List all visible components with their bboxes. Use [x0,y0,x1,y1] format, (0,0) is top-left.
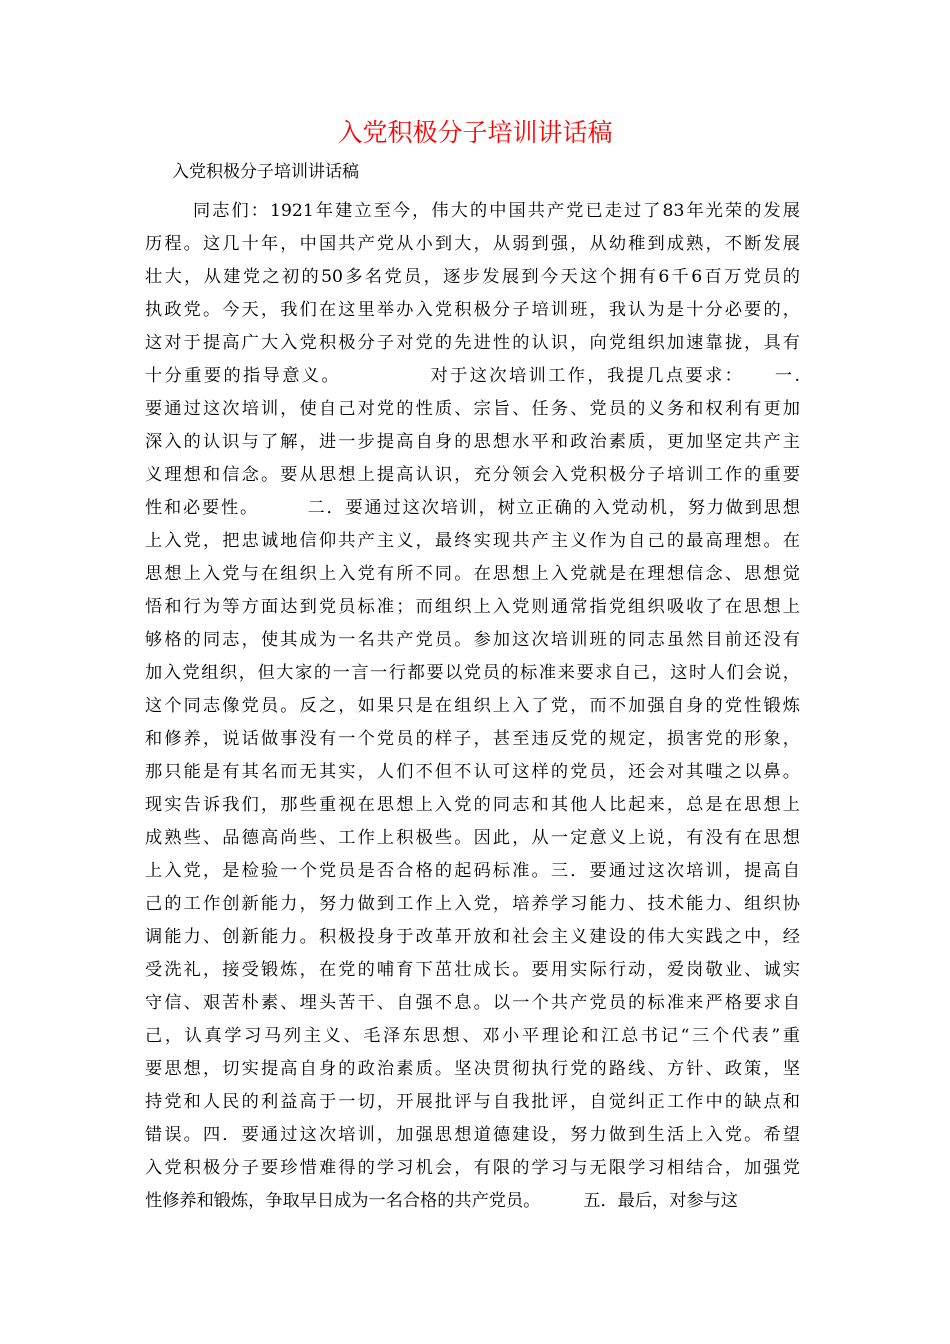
body-text-line: 性修养和锻炼，争取早日成为一名合格的共产党员。 五．最后，对参与这 [145,1191,738,1211]
body-text-line: 己，认真学习马列主义、毛泽东思想、邓小平理论和江总书记“三个代表”重 [145,1026,800,1046]
body-text-line: 上入党，把忠诚地信仰共产主义，最终实现共产主义作为自己的最高理想。在 [145,531,800,551]
body-text-line: 义理想和信念。要从思想上提高认识，充分领会入党积极分子培训工作的重要 [145,465,800,485]
page-title: 入党积极分子培训讲话稿 [337,118,613,147]
body-text-line: 性和必要性。 二．要通过这次培训，树立正确的入党动机，努力做到思想 [145,498,800,518]
body-text-line: 持党和人民的利益高于一切，开展批评与自我批评，自觉纠正工作中的缺点和 [145,1092,800,1112]
body-text-line: 受洗礼，接受锻炼，在党的哺育下茁壮成长。要用实际行动，爱岗敬业、诚实 [145,960,800,980]
body-text-line: 要通过这次培训，使自己对党的性质、宗旨、任务、党员的义务和权利有更加 [145,399,800,419]
body-text-line: 和修养，说话做事没有一个党员的样子，甚至违反党的规定，损害党的形象， [145,729,800,749]
body-text-line: 成熟些、品德高尚些、工作上积极些。因此，从一定意义上说，有没有在思想 [145,828,800,848]
body-text-line: 壮大，从建党之初的50多名党员，逐步发展到今天这个拥有6千6百万党员的 [145,267,800,287]
body-text-line: 入党积极分子要珍惜难得的学习机会，有限的学习与无限学习相结合，加强党 [145,1158,800,1178]
body-text-line: 历程。这几十年，中国共产党从小到大，从弱到强，从幼稚到成熟，不断发展 [145,234,800,254]
body-text-line: 同志们：1921年建立至今，伟大的中国共产党已走过了83年光荣的发展 [193,201,800,221]
body-text-line: 十分重要的指导意义。 对于这次培训工作，我提几点要求： 一. [145,366,800,386]
body-text-line: 要思想，切实提高自身的政治素质。坚决贯彻执行党的路线、方针、政策，坚 [145,1059,800,1079]
body-text-line: 悟和行为等方面达到党员标准；而组织上入党则通常指党组织吸收了在思想上 [145,597,800,617]
body-text-line: 上入党，是检验一个党员是否合格的起码标准。三．要通过这次培训，提高自 [145,861,800,881]
body-text-line: 调能力、创新能力。积极投身于改革开放和社会主义建设的伟大实践之中，经 [145,927,800,947]
document-subtitle: 入党积极分子培训讲话稿 [172,162,359,182]
body-text-line: 深入的认识与了解，进一步提高自身的思想水平和政治素质，更加坚定共产主 [145,432,800,452]
body-text-line: 思想上入党与在组织上入党有所不同。在思想上入党就是在理想信念、思想觉 [145,564,800,584]
body-text-line: 己的工作创新能力，努力做到工作上入党，培养学习能力、技术能力、组织协 [145,894,800,914]
body-text-line: 够格的同志，使其成为一名共产党员。参加这次培训班的同志虽然目前还没有 [145,630,800,650]
body-text-line: 那只能是有其名而无其实，人们不但不认可这样的党员，还会对其嗤之以鼻。 [145,762,800,782]
body-text-line: 守信、艰苦朴素、埋头苦干、自强不息。以一个共产党员的标准来严格要求自 [145,993,800,1013]
body-text-line: 现实告诉我们，那些重视在思想上入党的同志和其他人比起来，总是在思想上 [145,795,800,815]
body-text-line: 错误。四．要通过这次培训，加强思想道德建设，努力做到生活上入党。希望 [145,1125,800,1145]
body-text-line: 这对于提高广大入党积极分子对党的先进性的认识，向党组织加速靠拢，具有 [145,333,800,353]
body-text-line: 执政党。今天，我们在这里举办入党积极分子培训班，我认为是十分必要的， [145,300,800,320]
body-text-line: 加入党组织，但大家的一言一行都要以党员的标准来要求自己，这时人们会说， [145,663,800,683]
body-text-line: 这个同志像党员。反之，如果只是在组织上入了党，而不加强自身的党性锻炼 [145,696,800,716]
